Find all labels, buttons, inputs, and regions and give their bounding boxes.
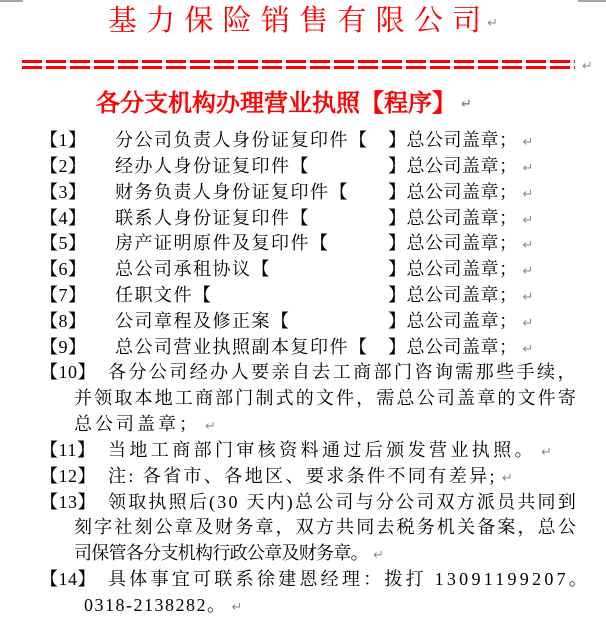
item-number: 【9】 [40,336,87,357]
list-line [0,256,606,282]
section-heading [96,90,472,122]
item-text: 注: 各省市、各地区、要求条件不同有差异; ↵ [108,465,513,486]
item-number: 【10】 [40,362,96,383]
item-number: 【7】 [40,284,87,305]
page-title [0,2,606,46]
stamp-suffix: 】总公司盖章； ↵ [388,207,534,228]
double-rule-bottom [22,66,575,69]
paragraph-mark-icon: ↵ [372,548,384,564]
paragraph-mark-icon: ↵ [522,160,534,176]
item-label: 联系人身份证复印件【 [115,207,310,228]
paragraph-mark-icon: ↵ [522,315,534,331]
paragraph-mark-icon: ↵ [522,264,534,280]
list-line [0,127,606,153]
item-text: 领取执照后(30 天内)总公司与分公司双方派员共同到 [108,491,578,512]
list-line [0,411,606,437]
double-rule-top [22,60,575,63]
list-line [0,514,606,540]
section-heading-text: 各分支机构办理营业执照【程序】 [96,91,456,117]
item-text: 司保管各分支机构行政公章及财务章。 ↵ [74,543,384,564]
paragraph-mark-icon: ↵ [522,212,534,228]
paragraph-mark-icon: ↵ [522,135,534,150]
list-line [0,282,606,308]
item-label: 房产证明原件及复印件【 [115,233,330,254]
list-line [0,385,606,411]
paragraph-mark-icon: ↵ [541,444,552,460]
paragraph-mark-icon: ↵ [231,599,243,615]
list-line [0,489,606,515]
item-label: 总公司营业执照副本复印件【 [115,336,369,357]
list-line [0,308,606,334]
item-number: 【11】 [40,439,96,460]
item-text: 并领取本地工商部门制式的文件，需总公司盖章的文件寄 [74,388,578,409]
item-number: 【1】 [40,130,87,150]
paragraph-mark-icon: ↵ [522,289,534,305]
list-line [0,179,606,205]
item-text: 0318-2138282。 ↵ [84,594,243,615]
item-label: 公司章程及修正案【 [115,310,291,331]
item-text: 具体事宜可联系徐建恩经理：拨打 13091199207。 [108,568,591,589]
paragraph-mark-icon: ↵ [205,419,216,434]
item-text: 刻字社刻公章及财务章，双方共同去税务机关备案，总公 [74,517,578,538]
page-title-text: 基 力 保 险 销 售 有 限 公 司 [107,5,483,37]
paragraph-mark-icon: ↵ [522,186,534,202]
stamp-suffix: 】总公司盖章； ↵ [388,233,534,254]
list-line [0,566,606,592]
item-text: 当地工商部门审核资料通过后颁发营业执照。 ↵ [108,439,552,460]
item-number: 【4】 [40,207,87,228]
paragraph-mark-icon: ↵ [501,470,513,486]
item-number: 【8】 [40,310,87,331]
list-line [0,205,606,231]
list-line [0,230,606,256]
item-text: 各分公司经办人要亲自去工商部门咨询需那些手续， [108,362,578,383]
stamp-suffix: 】总公司盖章； ↵ [388,130,534,150]
item-number: 【6】 [40,259,87,280]
item-number: 【2】 [40,155,87,176]
item-label: 任职文件【 [115,284,213,305]
item-number: 【3】 [40,181,87,202]
stamp-suffix: 】总公司盖章； ↵ [388,310,534,331]
item-label: 经办人身份证复印件【 [115,155,310,176]
stamp-suffix: 】总公司盖章； ↵ [388,181,534,202]
item-number: 【13】 [40,491,96,512]
item-label: 总公司承租协议【 [115,259,271,280]
item-text: 总公司盖章； ↵ [74,414,216,434]
item-number: 【5】 [40,233,87,254]
item-label: 财务负责人身份证复印件【 [115,181,349,202]
item-number: 【12】 [40,465,96,486]
stamp-suffix: 】总公司盖章； ↵ [388,259,534,280]
list-line [0,540,606,566]
paragraph-mark-icon: ↵ [461,97,472,112]
list-line [0,437,606,463]
paragraph-mark-icon: ↵ [582,59,593,74]
list-line [0,359,606,385]
item-label: 分公司负责人身份证复印件【 [115,130,369,150]
list-line [0,592,606,618]
stamp-suffix: 】总公司盖章； ↵ [388,336,534,357]
stamp-suffix: 】总公司盖章； ↵ [388,155,534,176]
list-line [0,334,606,360]
paragraph-mark-icon: ↵ [522,341,534,357]
item-number: 【14】 [40,568,96,589]
list-line [0,463,606,489]
stamp-suffix: 】总公司盖章； ↵ [388,284,534,305]
paragraph-mark-icon: ↵ [487,16,499,31]
list-line [0,153,606,179]
paragraph-mark-icon: ↵ [522,238,534,254]
